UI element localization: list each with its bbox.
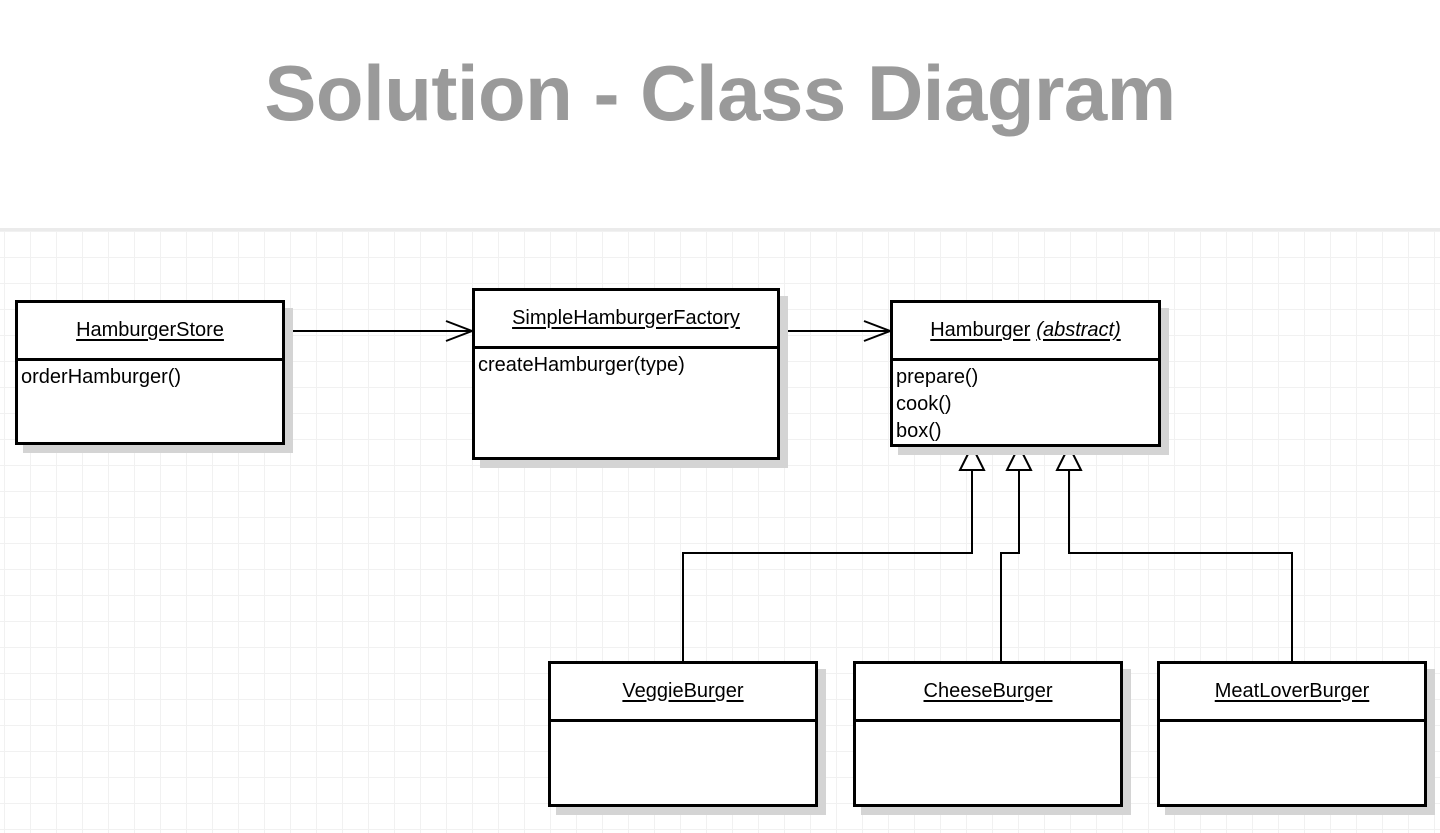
class-header (551, 664, 815, 722)
method: prepare() (896, 366, 979, 388)
class-meat-lover-burger[interactable] (1157, 661, 1427, 807)
method: createHamburger(type) (478, 354, 685, 376)
class-name: CheeseBurger (923, 680, 1053, 702)
class-header (893, 303, 1158, 361)
class-veggie-burger[interactable] (548, 661, 818, 807)
class-name: VeggieBurger (622, 680, 744, 702)
association-factory-to-hamburger (778, 321, 890, 341)
method: box() (896, 420, 942, 442)
class-header (856, 664, 1120, 722)
class-methods (1160, 722, 1424, 725)
generalization-meatlover-to-hamburger (1057, 446, 1292, 661)
method: orderHamburger() (21, 366, 182, 388)
method: cook() (896, 393, 952, 415)
class-name: HamburgerStore (76, 319, 224, 341)
association-store-to-factory (284, 321, 472, 341)
class-simple-hamburger-factory[interactable] (472, 288, 780, 460)
class-methods (18, 361, 282, 391)
class-name: SimpleHamburgerFactory (512, 307, 740, 329)
class-hamburger-store[interactable] (15, 300, 285, 445)
class-modifier: (abstract) (1036, 319, 1121, 341)
class-hamburger[interactable] (890, 300, 1161, 447)
class-methods (893, 361, 1158, 445)
class-cheese-burger[interactable] (853, 661, 1123, 807)
class-methods (551, 722, 815, 725)
class-name: Hamburger (930, 319, 1031, 341)
page-title: Solution - Class Diagram (264, 49, 1176, 137)
class-header (475, 291, 777, 349)
class-methods (856, 722, 1120, 725)
generalization-veggie-to-hamburger (683, 446, 984, 661)
generalization-cheese-to-hamburger (1001, 446, 1031, 661)
class-header (1160, 664, 1424, 722)
class-name: MeatLoverBurger (1214, 680, 1370, 702)
class-header (18, 303, 282, 361)
class-methods (475, 349, 777, 379)
